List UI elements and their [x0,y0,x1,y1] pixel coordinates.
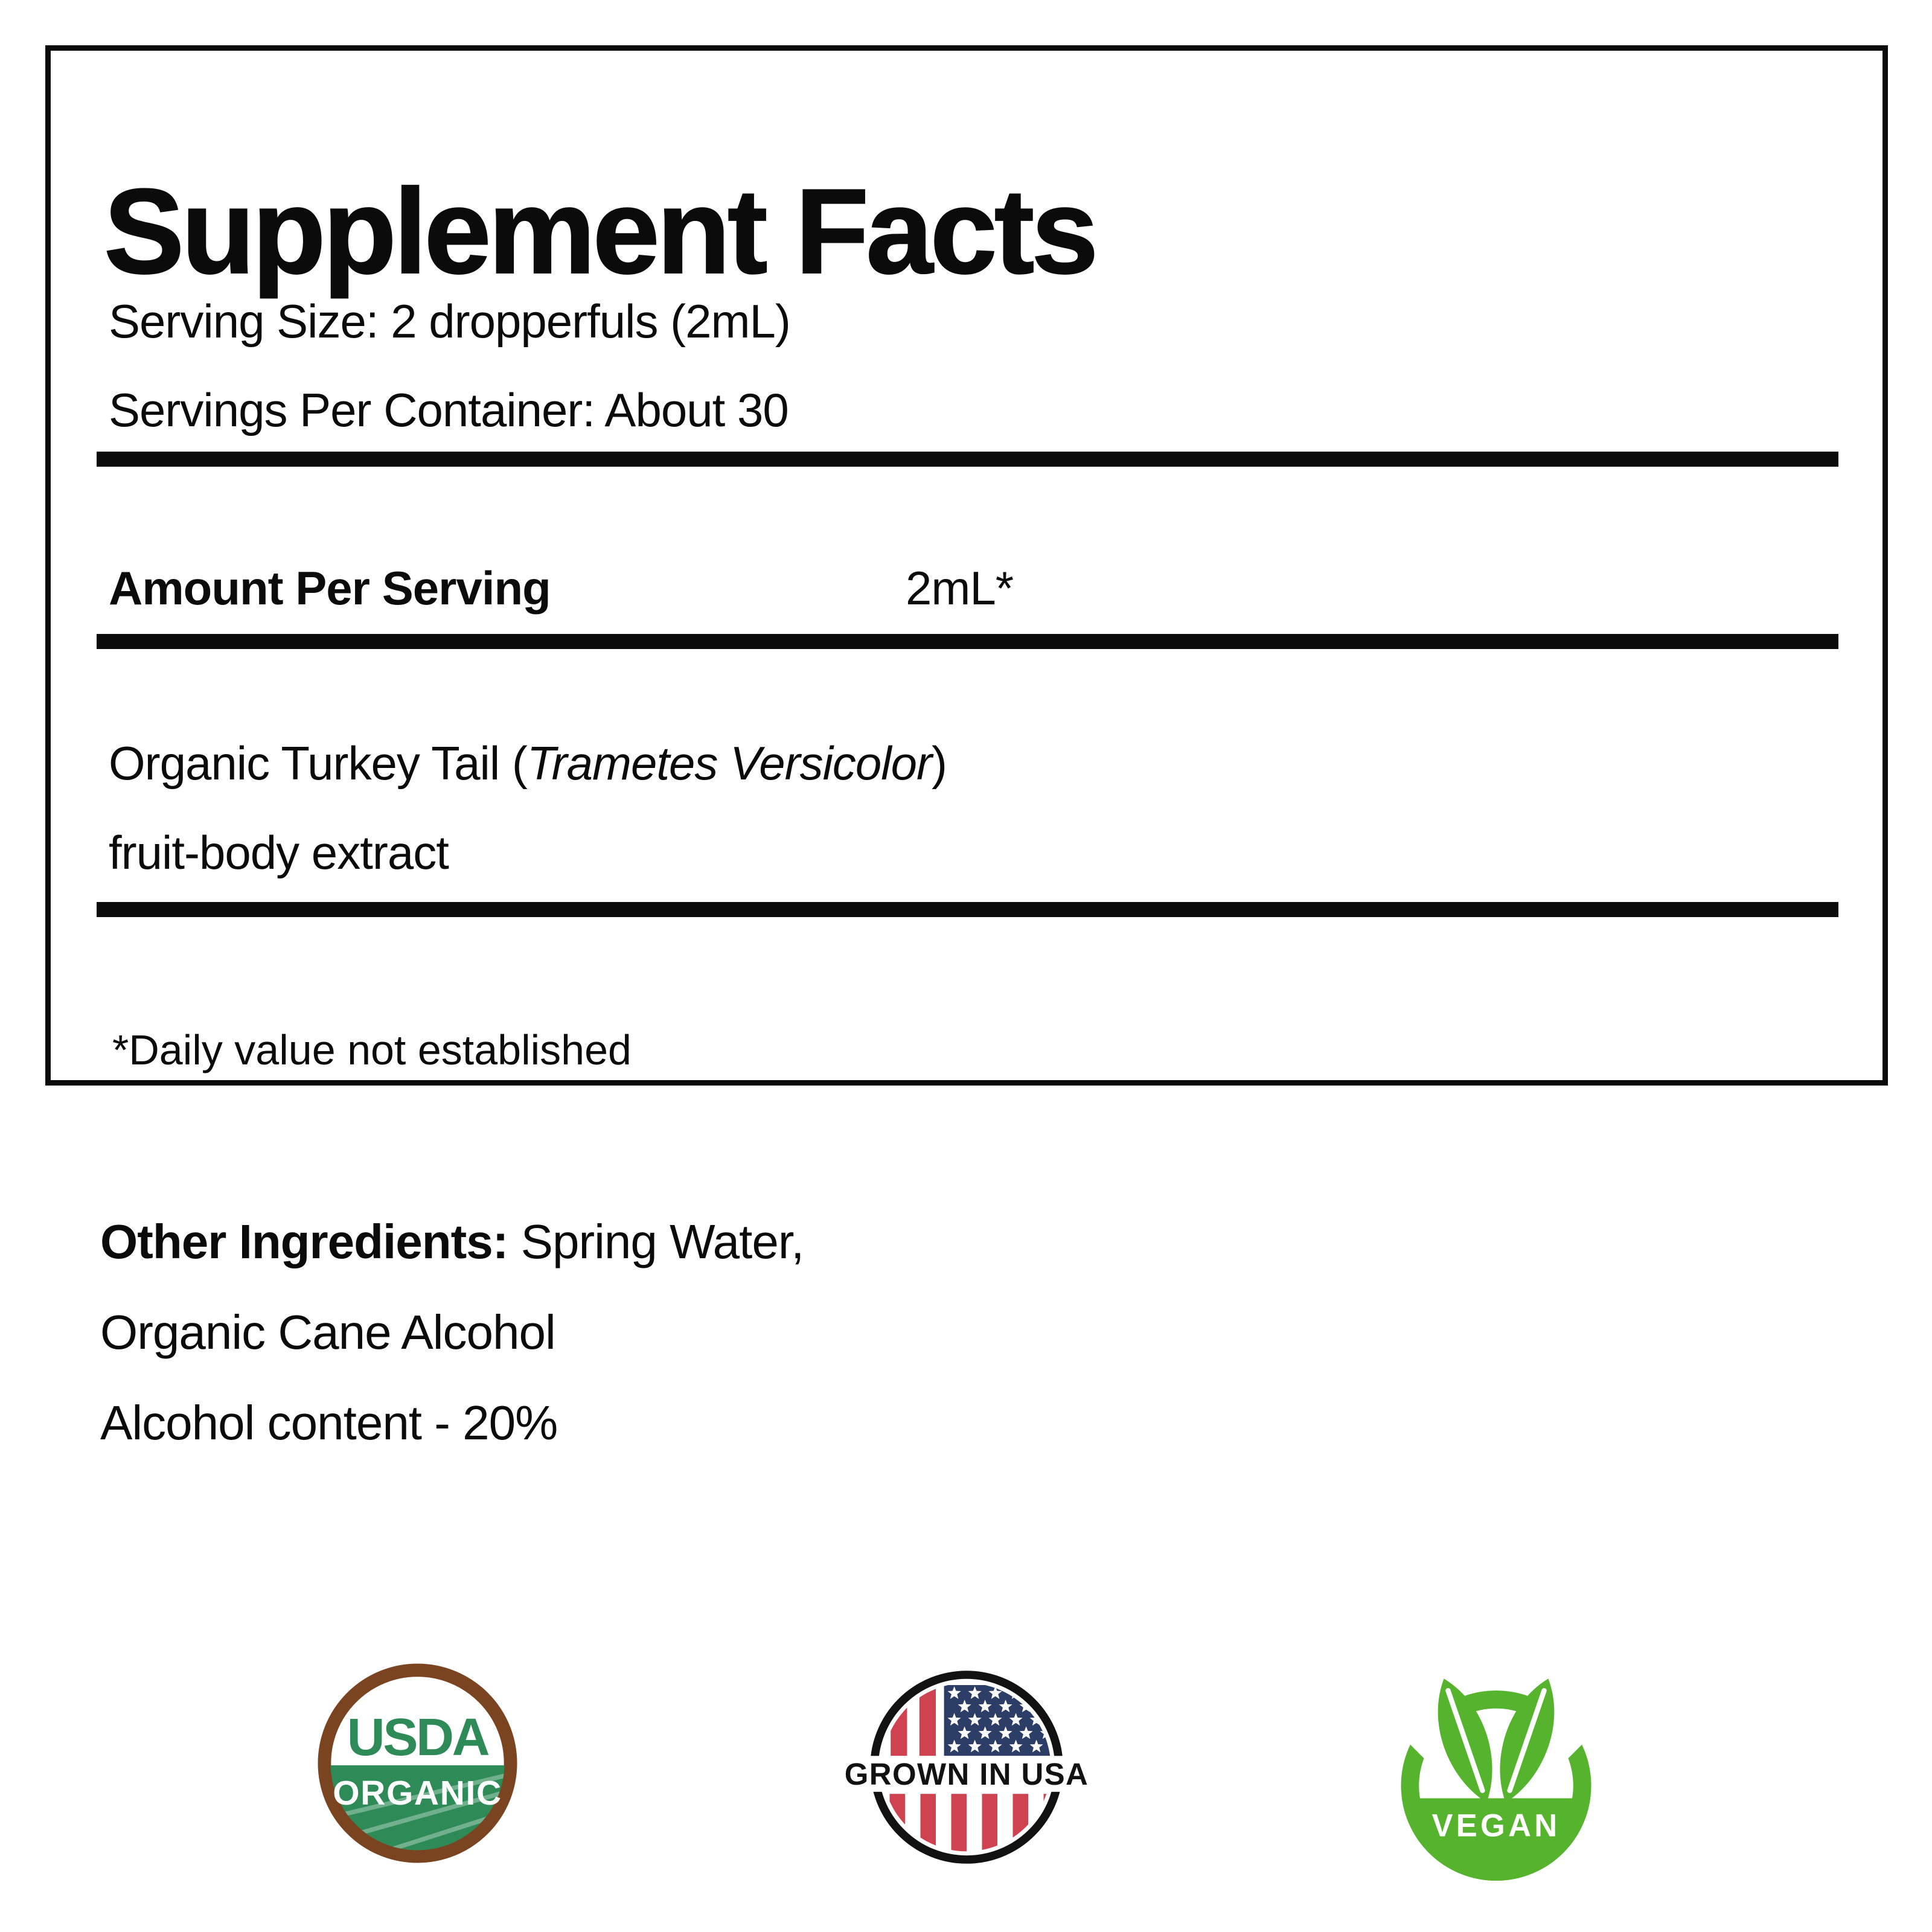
divider-rule-middle [97,634,1838,649]
amount-per-serving-value: 2mL* [906,561,1014,615]
vegan-badge [1390,1669,1602,1881]
page-title: Supplement Facts [104,164,1096,299]
vegan-text: VEGAN [1431,1808,1561,1844]
grown-in-usa-text: GROWN IN USA [844,1756,1089,1791]
servings-per-container-line: Servings Per Container: About 30 [109,383,788,437]
divider-rule-top [97,452,1838,467]
other-ingredients-line [100,1215,804,1268]
daily-value-footnote: *Daily value not established [112,1026,632,1073]
ingredient-name-suffix: ) [931,737,947,790]
divider-rule-bottom [97,902,1838,917]
ingredient-name-prefix: Organic Turkey Tail ( [109,737,527,790]
grown-in-usa-badge [813,1665,1121,1870]
serving-size-line: Serving Size: 2 dropperfuls (2mL) [109,295,790,348]
other-ingredients-heading: Other Ingredients: [100,1215,508,1268]
alcohol-content-line: Alcohol content - 20% [100,1396,558,1450]
cane-alcohol-line: Organic Cane Alcohol [100,1305,555,1359]
usda-text: USDA [347,1708,488,1767]
ingredient-extract-line: fruit-body extract [109,826,449,879]
usda-organic-text: ORGANIC [333,1774,502,1813]
ingredient-latin-name: Trametes Versicolor [526,737,932,790]
other-ingredients-items: Spring Water, [508,1215,804,1268]
usda-organic-badge [316,1662,519,1864]
ingredient-name-line [109,737,947,790]
amount-per-serving-label: Amount Per Serving [109,561,551,615]
